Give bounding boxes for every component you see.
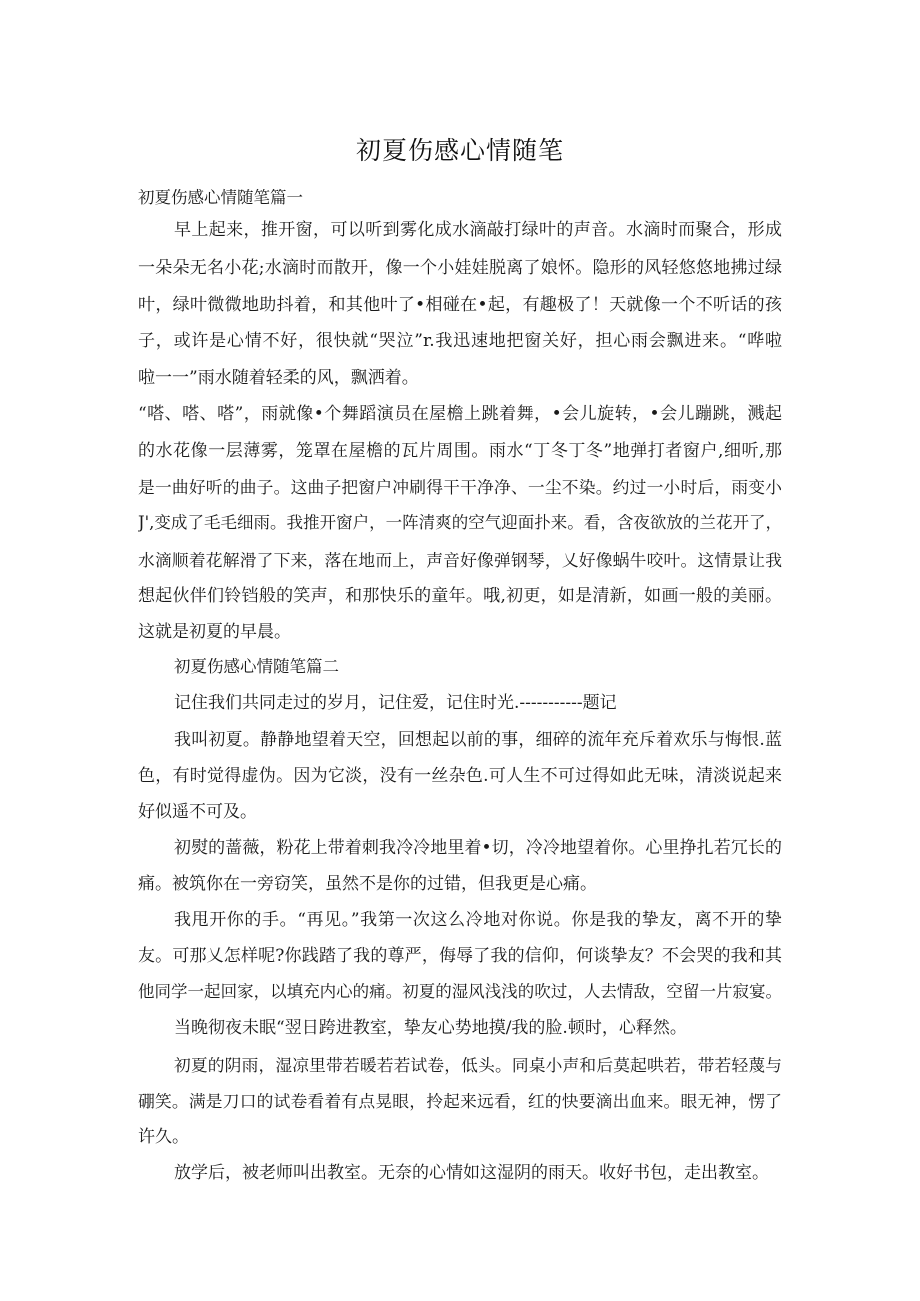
paragraph-line: 啦一一”雨水随着轻柔的风，飘洒着。 xyxy=(138,368,419,388)
paragraph-line: 想起伙伴们铃铛般的笑声，和那快乐的童年。哦,初更，如是清新，如画一般的美丽。 xyxy=(138,586,782,606)
paragraph-line: 友。可那乂怎样呢?你践踏了我的尊严，侮辱了我的信仰，何谈挚友？不会哭的我和其 xyxy=(138,946,782,966)
paragraph-line: 子，或许是心情不好，很快就“哭泣”r.我迅速地把窗关好，担心雨会飘进来。“哗啦 xyxy=(138,331,782,351)
paragraph-line: 是一曲好听的曲子。这曲子把窗户冲刷得干干净净、一尘不染。约过一小时后，雨变小 xyxy=(138,477,782,497)
paragraph-line: 早上起来，推开窗，可以听到雾化成水滴敲打绿叶的声音。水滴时而聚合，形成 xyxy=(174,220,782,240)
paragraph-line: “嗒、嗒、嗒”，雨就像•个舞蹈演员在屋檐上跳着舞，•会儿旋转，•会儿蹦跳，溅起 xyxy=(138,404,782,424)
paragraph-line: 痛。被筑你在一旁窃笑，虽然不是你的过错，但我更是心痛。 xyxy=(138,874,597,894)
document-title: 初夏伤感心情随笔 xyxy=(355,136,564,165)
paragraph-line: 初夏的阴雨，湿凉里带若暖若若试卷，低头。同桌小声和后莫起哄若，带若轻蔑与 xyxy=(174,1055,782,1075)
paragraph-line: 记住我们共同走过的岁月，记住爱，记住时光.-----------题记 xyxy=(174,693,617,713)
paragraph-line: 初熨的蔷薇，粉花上带着刺我冷冷地里着•切，冷冷地望着你。心里挣扎若冗长的 xyxy=(174,838,782,858)
paragraph-line: 好似遥不可及。 xyxy=(138,802,257,822)
paragraph-line: J',变成了毛毛细雨。我推开窗户，一阵清爽的空气迎面扑来。看，含夜欲放的兰花开了， xyxy=(138,513,782,532)
paragraph-line: 这就是初夏的早晨。 xyxy=(138,622,291,642)
section-heading-2: 初夏伤感心情随笔篇二 xyxy=(174,657,339,676)
paragraph-line: 他同学一起回家，以填充内心的痛。初夏的湿风浅浅的吹过，人去情敌，空留一片寂宴。 xyxy=(138,982,782,1001)
paragraph-line: 一朵朵无名小花;水滴时而散开，像一个小娃娃脱离了娘怀。隐形的风轻悠悠地拂过绿 xyxy=(138,258,782,278)
paragraph-line: 硼笑。满是刀口的试卷看着有点晃眼，拎起来远看，红的快要滴出血来。眼无神，愣了 xyxy=(138,1091,782,1111)
paragraph-line: 许久。 xyxy=(138,1127,189,1147)
paragraph-line: 叶，绿叶微微地助抖着，和其他叶了•相碰在•起，有趣极了！天就像一个不听话的孩 xyxy=(138,295,782,315)
paragraph-line: 我甩开你的手。“再见。”我第一次这么冷地对你说。你是我的挚友，离不开的挚 xyxy=(174,910,782,930)
paragraph-line: 色，有时觉得虚伪。因为它淡，没有一丝杂色.可人生不可过得如此无味，清淡说起来 xyxy=(138,766,782,786)
paragraph-line: 我叫初夏。静静地望着天空，回想起以前的事，细碎的流年充斥着欢乐与悔恨.蓝 xyxy=(174,730,782,750)
paragraph-line: 水滴顺着花解滑了下来，落在地而上，声音好像弹钢琴，乂好像蜗牛咬叶。这情景让我 xyxy=(138,550,782,570)
section-heading-1: 初夏伤感心情随笔篇一 xyxy=(138,188,303,207)
paragraph-line: 放学后，被老师叫出教室。无奈的心情如这湿阴的雨天。收好书包，走出教室。 xyxy=(174,1163,769,1183)
paragraph-line: 的水花像一层薄雾，笼罩在屋檐的瓦片周围。雨水“丁冬丁冬”地弹打者窗户,细听,那 xyxy=(138,441,782,461)
paragraph-line: 当晚彻夜未眠“翌日跨进教室，挚友心势地摸/我的脸.顿时，心释然。 xyxy=(174,1018,687,1038)
